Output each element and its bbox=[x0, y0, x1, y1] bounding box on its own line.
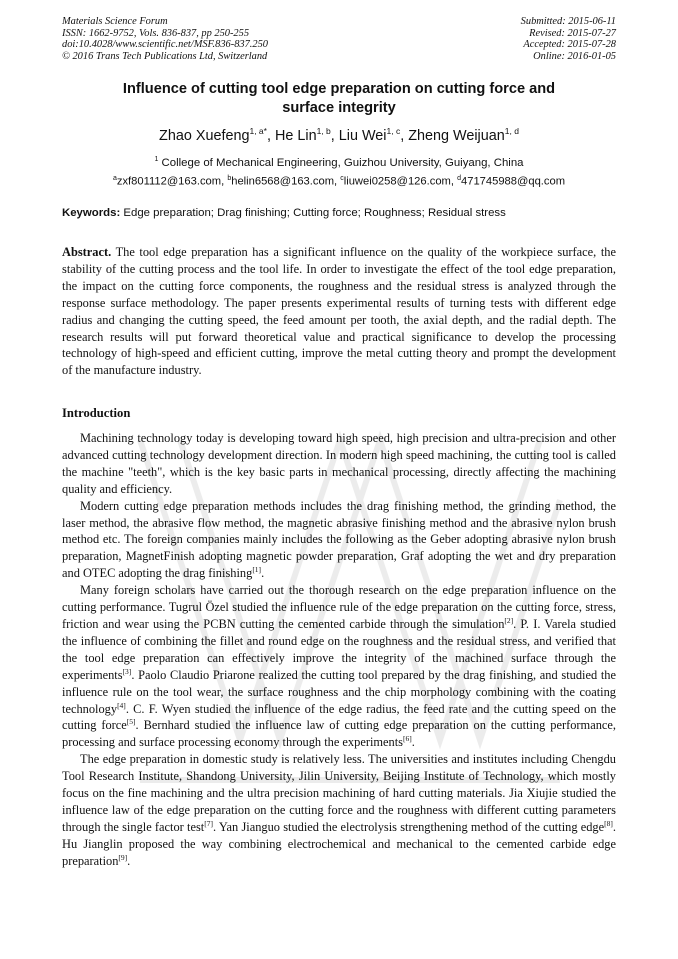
section-heading-introduction: Introduction bbox=[62, 406, 131, 420]
accepted-date: Accepted: 2015-07-28 bbox=[523, 39, 616, 51]
title-line-1: Influence of cutting tool edge preparation on cutting force and bbox=[122, 81, 556, 97]
citation-ref: [3] bbox=[122, 666, 132, 676]
copyright: © 2016 Trans Tech Publications Ltd, Switzerland bbox=[62, 50, 268, 62]
intro-paragraph-1: Machining technology today is developing toward high speed, high precision and ultra-precision and other advanced cutting technology development direction. In modern high speed machining, the cutting tool is called the machine "teeth", which is the key basic parts in mechanical processing, directly affecting the machining quality and efficiency. bbox=[62, 431, 616, 496]
email-sup: b bbox=[227, 175, 232, 182]
author-sep: , bbox=[330, 127, 339, 144]
keywords bbox=[62, 207, 616, 219]
email-sep: , bbox=[221, 175, 228, 188]
abstract-text: The tool edge preparation has a significant influence on the quality of the workpiece surface, the stability of the cutting process and the tool life. In order to investigate the effect of the tool edge preparation, the impact on the cutting force components, the roughness and the residual stress is analyzed through the response surface methodology. The paper presents experimental results of turning tests with different edge radius and changing the cutting speed, the feed amount per tooth, the axial depth, and the radial depth. The research results will put forward theoretical value and practical significance to develop the processing technology of high-speed and efficient cutting, improve the metal cutting theory and prompt the development of the manufacture industry. bbox=[62, 245, 616, 378]
paper-title bbox=[62, 80, 616, 118]
author-list bbox=[62, 126, 616, 144]
author-name: Zheng Weijuan bbox=[408, 127, 505, 144]
author-sup: 1, a* bbox=[249, 126, 267, 136]
citation-ref: [8] bbox=[604, 818, 613, 828]
citation-ref: [9] bbox=[118, 852, 128, 862]
email: liuwei0258@126.com bbox=[343, 175, 451, 188]
abstract bbox=[62, 244, 616, 379]
intro-paragraph-4: The edge preparation in domestic study is relatively less. The universities and institutes including Chengdu Tool Research Institute, Shandong University, Jilin University, Beijing Institute of Technology, which mostly focus on the fine machining and the ultra precision machining of hard cutting materials. Jia Xiujie studied the influence law of the edge preparation on the cutting force and the roughness with different cutting parameters through the single factor test[7]. Yan Jianguo studied the electrolysis strengthening method of the cutting edge[8]. Hu Jianglin proposed the way combining electrochemical and mechanical to the cemented carbide edge preparation[9]. bbox=[62, 752, 616, 868]
introduction-body bbox=[62, 430, 616, 870]
email-sep: , bbox=[334, 175, 341, 188]
keywords-label: Keywords: bbox=[62, 207, 121, 219]
citation-ref: [2] bbox=[504, 615, 514, 625]
citation-ref: [5] bbox=[126, 717, 136, 727]
email-list bbox=[62, 175, 616, 188]
email-sup: a bbox=[112, 175, 117, 182]
header-left bbox=[62, 16, 268, 62]
citation-ref: [4] bbox=[117, 700, 126, 710]
author-sup: 1, c bbox=[386, 126, 401, 136]
author-name: Liu Wei bbox=[338, 127, 387, 144]
email-sep: , bbox=[450, 175, 458, 188]
online-date: Online: 2016-01-05 bbox=[533, 50, 616, 62]
intro-paragraph-3: Many foreign scholars have carried out the thorough research on the edge preparation influence on the cutting performance. Tugrul Özel studied the influence rule of the edge preparation on the cutting force, stress, friction and wear using the PCBN cutting the cemented carbide through the simulation[2]. P. I. Varela studied the influence of combining the fillet and round edge on the roughness and the residual stress, and verified that the tool edge preparation can effectively improve the integrity of the machined surface through the experiments[3]. Paolo Claudio Priarone realized the cutting tool prepared by the drag finishing, and studied the influence rule on the tool wear, the surface roughness and the chip morphology combining with the coating technology[4]. C. F. Wyen studied the influence of the edge radius, the feed rate and the cutting speed on the cutting force[5]. Bernhard studied the influence law of cutting edge preparation on the cutting performance, processing and surface processing economy through the experiments[6]. bbox=[62, 583, 616, 750]
title-line-2: surface integrity bbox=[282, 100, 396, 116]
citation-ref: [7] bbox=[204, 818, 213, 828]
citation-ref: [1] bbox=[252, 565, 262, 575]
submitted-date: Submitted: 2015-06-11 bbox=[520, 16, 616, 27]
intro-paragraph-2: Modern cutting edge preparation methods includes the drag finishing method, the grinding method, the laser method, the abrasive flow method, the magnetic abrasive finishing method and the abrasive nylon brush method etc. The foreign companies mainly includes the following as the Geber adopting abrasive nylon brush preparation, MagnetFinish adopting magnetic powder preparation, Graf adopting the wet and dry preparation and OTEC adopting the drag finishing[1]. bbox=[62, 498, 616, 581]
author-sup: 1, d bbox=[504, 126, 519, 136]
email: helin6568@163.com bbox=[231, 175, 335, 188]
issn: ISSN: 1662-9752, Vols. 836-837, pp 250-255 bbox=[62, 27, 250, 39]
revised-date: Revised: 2015-07-27 bbox=[529, 27, 616, 39]
email-sup: d bbox=[457, 175, 461, 182]
affiliation-text: College of Mechanical Engineering, Guizhou University, Guiyang, China bbox=[158, 156, 524, 169]
email: zxf801112@163.com bbox=[116, 175, 222, 188]
header-right bbox=[521, 16, 616, 62]
affiliation-sup: 1 bbox=[154, 156, 159, 163]
email-sup: c bbox=[340, 175, 344, 182]
email: 471745988@qq.com bbox=[461, 175, 566, 188]
citation-ref: [6] bbox=[403, 734, 412, 744]
author-sep: , bbox=[266, 127, 275, 144]
author-sep: , bbox=[400, 127, 409, 144]
journal-name: Materials Science Forum bbox=[62, 16, 168, 27]
doi: doi:10.4028/www.scientific.net/MSF.836-837.250 bbox=[62, 39, 268, 51]
abstract-label: Abstract. bbox=[62, 245, 112, 259]
author-sup: 1, b bbox=[316, 126, 331, 136]
author-name: Zhao Xuefeng bbox=[159, 127, 250, 144]
affiliation bbox=[62, 156, 616, 169]
keywords-text: Edge preparation; Drag finishing; Cutting force; Roughness; Residual stress bbox=[120, 207, 506, 219]
author-name: He Lin bbox=[274, 127, 317, 144]
